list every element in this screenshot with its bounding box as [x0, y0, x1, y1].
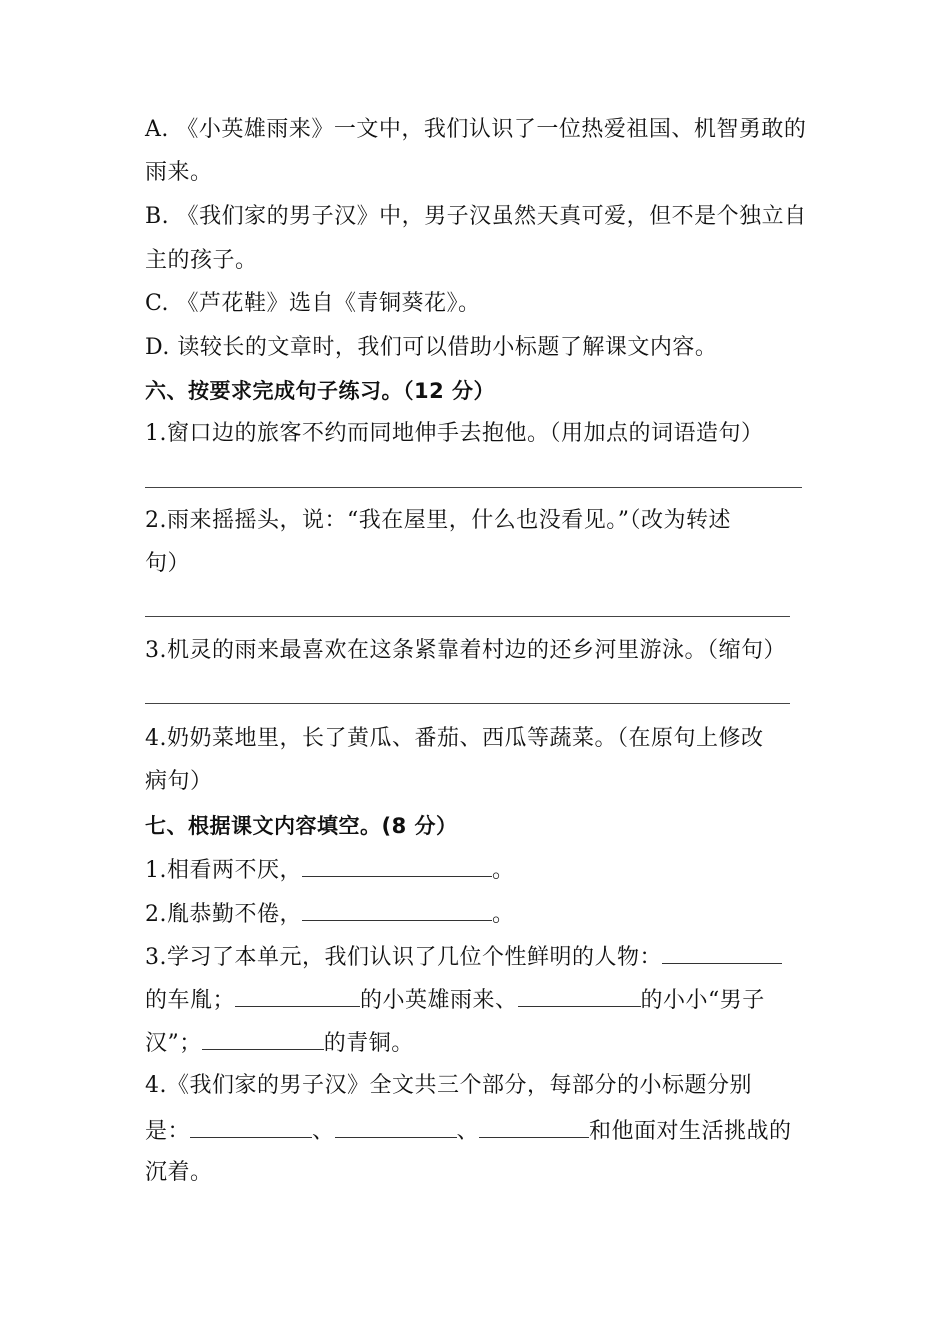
s6-question-2-line1: 2.雨来摇摇头，说：“我在屋里，什么也没看见。”（改为转述: [145, 508, 731, 533]
s7-question-3-line2: [145, 984, 765, 1016]
option-b-line1: B. 《我们家的男子汉》中，男子汉虽然天真可爱，但不是个独立自: [145, 204, 807, 229]
answer-line-2[interactable]: [145, 616, 790, 617]
option-b-line2: 主的孩子。: [145, 248, 258, 273]
s6-question-1: 1.窗口边的旅客不约而同地伸手去抱他。（用加点的词语造句）: [145, 421, 764, 446]
s7-q4-text: 、: [456, 1119, 480, 1144]
s7-question-3-line3: [145, 1027, 414, 1059]
s7-q3-text: 的青铜。: [323, 1031, 414, 1056]
s7-q3-text: 的车胤；: [145, 988, 236, 1013]
fill-blank[interactable]: [202, 1027, 324, 1050]
fill-blank[interactable]: [302, 854, 492, 877]
answer-line-3[interactable]: [145, 703, 790, 704]
s7-q3-text: 的小小“男子: [640, 988, 765, 1013]
s6-question-2-line2: 句）: [145, 551, 191, 576]
fill-blank[interactable]: [302, 898, 492, 921]
fill-blank[interactable]: [518, 984, 641, 1007]
option-d: D. 读较长的文章时，我们可以借助小标题了解课文内容。: [145, 335, 718, 360]
s7-q4-text: 和他面对生活挑战的: [589, 1119, 792, 1144]
s6-question-4-line1: 4.奶奶菜地里，长了黄瓜、番茄、西瓜等蔬菜。（在原句上修改: [145, 726, 764, 751]
fill-blank[interactable]: [190, 1115, 312, 1138]
s7-question-4-line2: [145, 1115, 792, 1147]
fill-blank[interactable]: [235, 984, 360, 1007]
option-a-line2: 雨来。: [145, 160, 213, 185]
s7-q4-text: 是：: [145, 1119, 191, 1144]
s6-question-3: 3.机灵的雨来最喜欢在这条紧靠着村边的还乡河里游泳。（缩句）: [145, 638, 786, 663]
s7-q1-prefix: 1.相看两不厌，: [145, 858, 302, 883]
fill-blank[interactable]: [335, 1115, 457, 1138]
section7-heading: 七、根据课文内容填空。(8 分）: [145, 814, 458, 838]
s7-question-4-line1: 4.《我们家的男子汉》全文共三个部分，每部分的小标题分别: [145, 1073, 752, 1098]
section6-heading: 六、按要求完成句子练习。（12 分）: [145, 379, 496, 403]
s7-question-3-line1: [145, 941, 782, 973]
s7-question-4-line3: 沉着。: [145, 1160, 213, 1185]
s6-question-4-line2: 病句）: [145, 769, 213, 794]
option-a-line1: A. 《小英雄雨来》一文中，我们认识了一位热爱祖国、机智勇敢的: [145, 117, 807, 142]
s7-question-1: [145, 854, 515, 886]
fill-blank[interactable]: [479, 1115, 589, 1138]
s7-q4-text: 、: [312, 1119, 335, 1144]
s7-q3-text: 3.学习了本单元，我们认识了几位个性鲜明的人物：: [145, 945, 662, 970]
s7-question-2: [145, 898, 515, 930]
s7-q1-suffix: 。: [492, 858, 515, 883]
answer-line-1[interactable]: [145, 487, 802, 488]
s7-q2-suffix: 。: [492, 902, 515, 927]
fill-blank[interactable]: [662, 941, 782, 964]
s7-q3-text: 的小英雄雨来、: [360, 988, 518, 1013]
s7-q2-prefix: 2.胤恭勤不倦，: [145, 902, 302, 927]
s7-q3-text: 汉”；: [145, 1031, 202, 1056]
option-c: C. 《芦花鞋》选自《青铜葵花》。: [145, 291, 481, 316]
